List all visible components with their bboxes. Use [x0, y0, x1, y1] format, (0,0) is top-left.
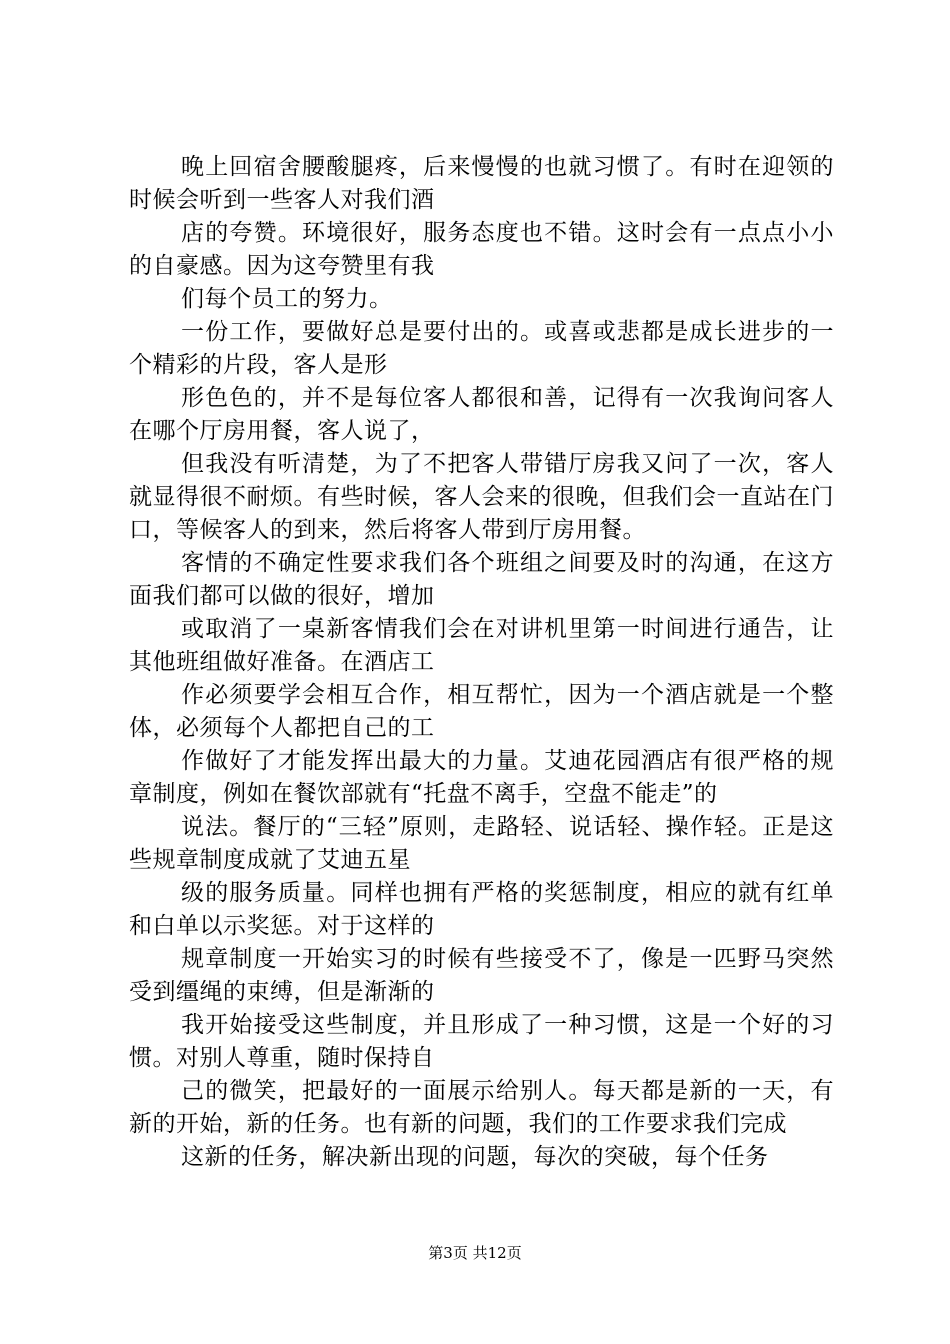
paragraph: 或取消了一桌新客情我们会在对讲机里第一时间进行通告，让其他班组做好准备。在酒店工: [129, 616, 834, 675]
paragraph: 这新的任务，解决新出现的问题，每次的突破，每个任务: [181, 1144, 769, 1170]
paragraph: 客情的不确定性要求我们各个班组之间要及时的沟通，在这方面我们都可以做的很好，增加: [129, 550, 834, 609]
paragraph: 级的服务质量。同样也拥有严格的奖惩制度，相应的就有红单和白单以示奖惩。对于这样的: [129, 880, 834, 939]
document-body: [129, 151, 834, 1174]
page-number-footer: 第3页 共12页: [428, 1244, 522, 1262]
paragraph: 我开始接受这些制度，并且形成了一种习惯，这是一个好的习惯。对别人尊重，随时保持自: [129, 1012, 834, 1071]
paragraph: 己的微笑，把最好的一面展示给别人。每天都是新的一天，有新的开始，新的任务。也有新的问题，我们的工作要求我们完成: [129, 1078, 834, 1137]
paragraph: 一份工作，要做好总是要付出的。或喜或悲都是成长进步的一个精彩的片段，客人是形: [129, 319, 834, 378]
paragraph: 们每个员工的努力。: [181, 286, 393, 312]
paragraph: 但我没有听清楚，为了不把客人带错厅房我又问了一次，客人就显得很不耐烦。有些时候，客人会来的很晚，但我们会一直站在门口，等候客人的到来，然后将客人带到厅房用餐。: [129, 451, 834, 543]
paragraph: 作必须要学会相互合作，相互帮忙，因为一个酒店就是一个整体，必须每个人都把自己的工: [129, 682, 834, 741]
paragraph: 说法。餐厅的“三轻”原则，走路轻、说话轻、操作轻。正是这些规章制度成就了艾迪五星: [129, 814, 834, 873]
paragraph: 店的夸赞。环境很好，服务态度也不错。这时会有一点点小小的自豪感。因为这夸赞里有我: [129, 220, 834, 279]
paragraph: 作做好了才能发挥出最大的力量。艾迪花园酒店有很严格的规章制度，例如在餐饮部就有“托盘不离手，空盘不能走”的: [129, 748, 834, 807]
paragraph: 规章制度一开始实习的时候有些接受不了，像是一匹野马突然受到缰绳的束缚，但是渐渐的: [129, 946, 834, 1005]
paragraph: 晚上回宿舍腰酸腿疼，后来慢慢的也就习惯了。有时在迎领的时候会听到一些客人对我们酒: [129, 154, 834, 213]
paragraph: 形色色的，并不是每位客人都很和善，记得有一次我询问客人在哪个厅房用餐，客人说了，: [129, 385, 834, 444]
